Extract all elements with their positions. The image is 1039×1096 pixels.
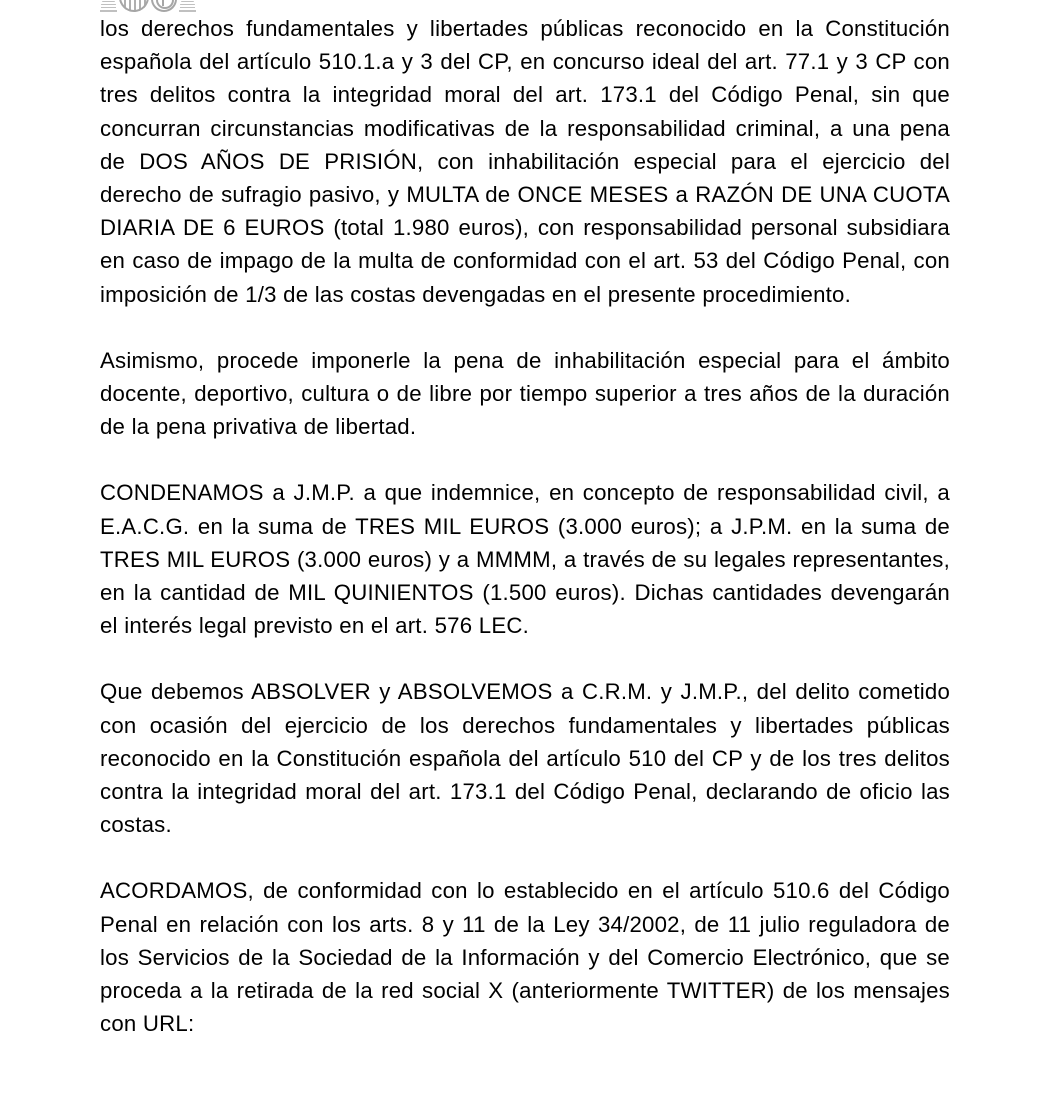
seal-emblem-group [100, 0, 196, 12]
paragraph-inhabilitacion-especial: Asimismo, procede imponerle la pena de inhabilitación especial para el ámbito docente, deportivo, cultura o de libre por tiempo superior a tres años de la duración de la pena privativa de libertad. [100, 347, 957, 440]
paragraph-absolucion: Que debemos ABSOLVER y ABSOLVEMOS a C.R.M. y J.M.P., del delito cometido con ocasión del ejercicio de los derechos fundamentales y libertades públicas reconocido en la Constitución española del artículo 510 del CP y de los tres delitos contra la integridad moral del art. 173.1 del Código Penal, declarando de oficio las costas. [100, 679, 957, 838]
paragraph-acordamos-retirada: ACORDAMOS, de conformidad con lo establecido en el artículo 510.6 del Código Penal en relación con los arts. 8 y 11 de la Ley 34/2002, de 11 julio reguladora de los Servicios de la Sociedad de la Información y del Comercio Electrónico, que se proceda a la retirada de la red social X (anteriormente TWITTER) de los mensajes con URL: [100, 878, 957, 1037]
seal-crest-icon [119, 0, 149, 12]
seal-anchor-icon [151, 0, 177, 12]
paragraph-condenamos-indemnizacion: CONDENAMOS a J.M.P. a que indemnice, en concepto de responsabilidad civil, a E.A.C.G. en la suma de TRES MIL EUROS (3.000 euros); a J.P.M. en la suma de TRES MIL EUROS (3.000 euros) y a MMMM, a través de su legales representantes, en la cantidad de MIL QUINIENTOS (1.500 euros). Dichas cantidades devengarán el interés legal previsto en el art. 576 LEC. [100, 480, 957, 639]
document-body [100, 12, 957, 1040]
seal-fan-right-icon [179, 0, 196, 12]
seal-fan-left-icon [100, 0, 117, 12]
paragraph-condena-principal: los derechos fundamentales y libertades públicas reconocido en la Constitución española del artículo 510.1.a y 3 del CP, en concurso ideal del art. 77.1 y 3 CP con tres delitos contra la integridad moral del art. 173.1 del Código Penal, sin que concurran circunstancias modificativas de la responsabilidad criminal, a una pena de DOS AÑOS DE PRISIÓN, con inhabilitación especial para el ejercicio del derecho de sufragio pasivo, y MULTA de ONCE MESES a RAZÓN DE UNA CUOTA DIARIA DE 6 EUROS (total 1.980 euros), con responsabilidad personal subsidiara en caso de impago de la multa de conformidad con el art. 53 del Código Penal, con imposición de 1/3 de las costas devengadas en el presente procedimiento. [100, 16, 957, 307]
